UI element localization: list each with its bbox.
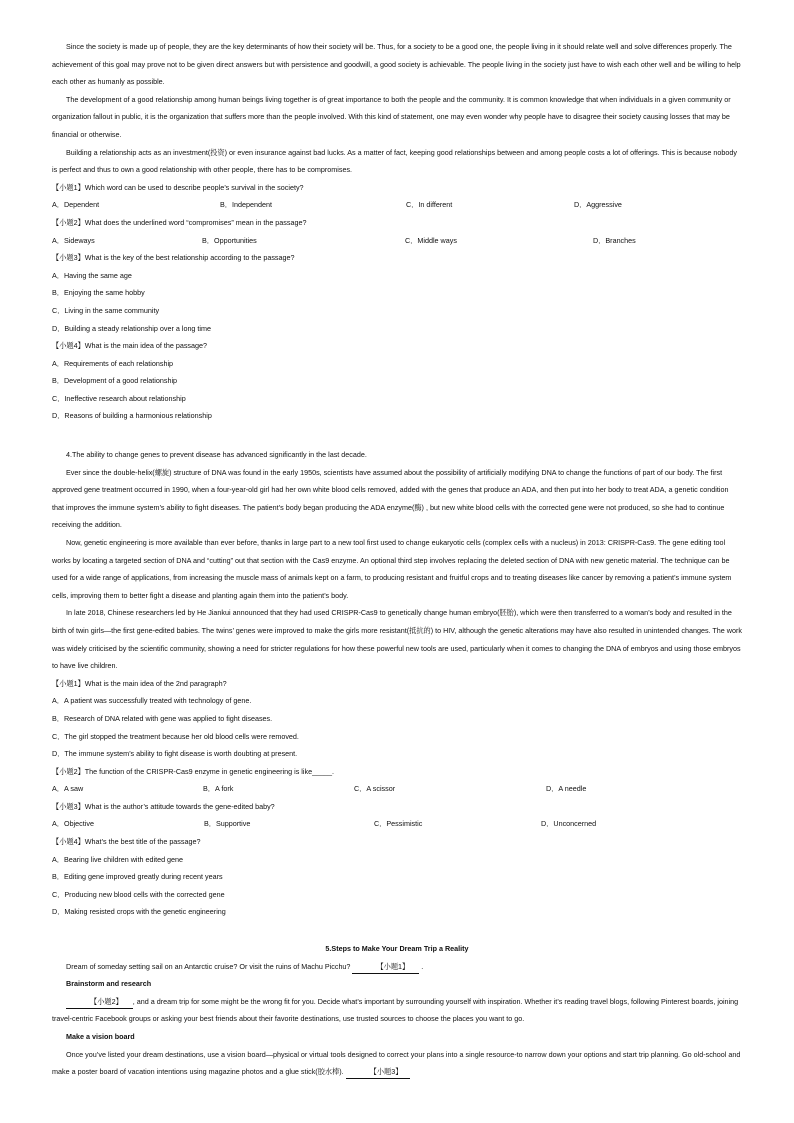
question-stem: 【小题2】The function of the CRISPR-Cas9 enzyme in genetic engineering is like_____. [52,766,335,776]
option-a[interactable]: A．Having the same age [52,270,132,280]
option-d[interactable]: D．Aggressive [574,200,622,210]
option-a[interactable]: A．A saw [52,784,84,794]
paragraph: Since the society is made up of people, they are the key determinants of how their society will be. Thus, for a society to be a good one, the people living in it should relate well and solve differences properly. The achievement of this goal may prove not to be given direct answers but with persistence and goodwill, a good society is achievable. The people living in the society just have to wish each other well and be willing to help each other as humanly as possible. [52,42,741,87]
option-a[interactable]: A．A patient was successfully treated with technology of gene. [52,696,252,706]
paragraph: The development of a good relationship among human beings living together is of great importance to both the people and the community. It is common knowledge that when individuals in a given community or organization fallout in public, it is the organization that suffers more than the people involved. With this kind of statement, one may even wonder why people have to disagree their society causing losses that may be financial or otherwise. [52,94,731,139]
passage-4 [52,446,742,921]
option-c[interactable]: C．The girl stopped the treatment because her old blood cells were removed. [52,731,299,741]
option-b[interactable]: B．Development of a good relationship [52,376,178,386]
paragraph-text: Once you’ve listed your dream destinations, use a vision board—physical or virtual tools designed to correct your plans into a single resource-to narrow down your options and start trip planning. Go old-school and make a poster board of vacation intentions using magazine photos and a glue stick(胶水棒). [52,1049,741,1077]
intro-text: Dream of someday setting sail on an Antarctic cruise? Or visit the ruins of Machu Picchu? [66,961,351,971]
option-c[interactable]: C．In different [406,200,453,210]
option-d[interactable]: D．Building a steady relationship over a long time [52,323,212,333]
option-a[interactable]: A．Dependent [52,200,100,210]
option-b[interactable]: B．Supportive [204,819,251,829]
option-c[interactable]: C．Living in the same community [52,305,160,315]
question-stem: 【小题4】What is the main idea of the passage? [52,341,208,351]
paragraph: Building a relationship acts as an investment(投资) or even insurance against bad lucks. As a matter of fact, keeping good relationships between and among people costs a lot of offerings. This is because nobody is perfect and thus to own a good relationship with other people, there has to be compromises. [52,147,737,175]
option-a[interactable]: A．Objective [52,819,94,829]
option-a[interactable]: A．Sideways [52,235,95,245]
paragraph [52,958,742,976]
paragraph [52,1046,742,1081]
passage-title: 4.The ability to change genes to prevent disease has advanced significantly in the last decade. [66,450,367,459]
option-c[interactable]: C．Middle ways [405,235,457,245]
option-d[interactable]: D．Branches [593,235,636,245]
passage-title: 5.Steps to Make Your Dream Trip a Reality [325,944,469,953]
option-b[interactable]: B．Opportunities [202,235,257,245]
option-b[interactable]: B．Research of DNA related with gene was applied to fight diseases. [52,713,273,723]
option-d[interactable]: D．Unconcerned [541,819,597,829]
option-a[interactable]: A．Requirements of each relationship [52,358,174,368]
question-stem-text: 【小题2】What does the underlined word “compromises” mean in the passage? [52,217,307,227]
options-row [52,780,742,798]
question-stem: 【小题3】What is the key of the best relationship according to the passage? [52,253,295,263]
option-b[interactable]: B．Enjoying the same hobby [52,288,145,298]
option-c[interactable]: C．A scissor [354,784,396,794]
passage-5 [52,940,742,1081]
period: . [421,961,424,971]
paragraph: Ever since the double-helix(螺旋) structure of DNA was found in the early 1950s, scientists have assumed about the possibility of artificially modifying DNA to change the functions of part of our body. The first approved gene treatment occurred in 1990, when a four-year-old girl had her own white blood cells removed, added with the genes that produce an ADA, and then put into her body to treat ADA, a genetic condition that improves the immune system’s ability to fight diseases. The patient’s body began producing the ADA enzyme(酶) , but new white blood cells with the corrected gene were not produced, so she had to continue receiving the addition. [52,467,729,530]
question-stem [52,214,742,232]
paragraph: Now, genetic engineering is more available than ever before, thanks in large part to a new tool first used to change eukaryotic cells (complex cells with a nucleus) in 2013: CRISPR-Cas9. The gene editing tool works by locating a targeted section of DNA and “cutting” out that section with the Cas9 enzyme. An optional third step involves replacing the deleted section of DNA with new genetic material. The technique can be used for a wide range of applications, from increasing the muscle mass of animals kept on a farm, to producing resistant and fruitful crops and to treating diseases like cancer by removing a patient’s immune system cells, improving them to better fight a disease and planting again them into the patient’s body. [52,537,732,600]
option-d[interactable]: D．The immune system’s ability to fight disease is worth doubting at present. [52,749,298,759]
passage-3 [52,38,742,425]
blank-1[interactable]: 【小题1】 [352,961,419,974]
section-heading: Make a vision board [66,1031,135,1041]
paragraph [52,993,742,1028]
blank-2[interactable]: 【小题2】 [66,996,133,1009]
option-a[interactable]: A．Bearing live children with edited gene [52,854,184,864]
option-b[interactable]: B．A fork [203,784,234,794]
option-b[interactable]: B．Independent [220,200,272,210]
option-b[interactable]: B．Editing gene improved greatly during recent years [52,872,223,882]
option-c[interactable]: C．Pessimistic [374,819,423,829]
option-d[interactable]: D．Making resisted crops with the genetic engineering [52,907,226,917]
paragraph-text: , and a dream trip for some might be the wrong fit for you. Decide what’s important by surrounding yourself with inspiration. Whether it’s reading travel blogs, following Pinterest boards, joining travel-centric Facebook groups or asking your best friends about their favorite destinations, use trusted sources to choose the places you want to go. [52,996,739,1024]
option-d[interactable]: D．A needle [546,784,587,794]
section-heading: Brainstorm and research [66,979,152,989]
paragraph: In late 2018, Chinese researchers led by He Jiankui announced that they had used CRISPR-Cas9 to genetically change human embryo(胚胎), which were then transferred to a woman’s body and resulted in the birth of twin girls—the first gene-edited babies. The twins’ genes were improved to make the girls more resistant(抵抗的) to HIV, although the genetic alterations may have also resulted in unintended changes. The work was widely criticised by the scientific community, showing a need for stricter regulations for how these powerful new tools are used, particularly when it comes to changing the DNA of embryos and using those embryos to have live children. [52,608,742,671]
question-stem: 【小题1】What is the main idea of the 2nd paragraph? [52,678,227,688]
option-c[interactable]: C．Producing new blood cells with the corrected gene [52,889,225,899]
question-stem: 【小题4】What’s the best title of the passage? [52,837,201,847]
question-stem: 【小题1】Which word can be used to describe people’s survival in the society? [52,182,304,192]
options-row [52,196,742,214]
options-row [52,815,742,833]
question-stem: 【小题3】What is the author’s attitude towards the gene-edited baby? [52,801,275,811]
option-d[interactable]: D．Reasons of building a harmonious relationship [52,411,212,421]
option-c[interactable]: C．Ineffective research about relationship [52,393,186,403]
blank-3[interactable]: 【小题3】 [346,1066,411,1079]
options-row [52,232,742,250]
